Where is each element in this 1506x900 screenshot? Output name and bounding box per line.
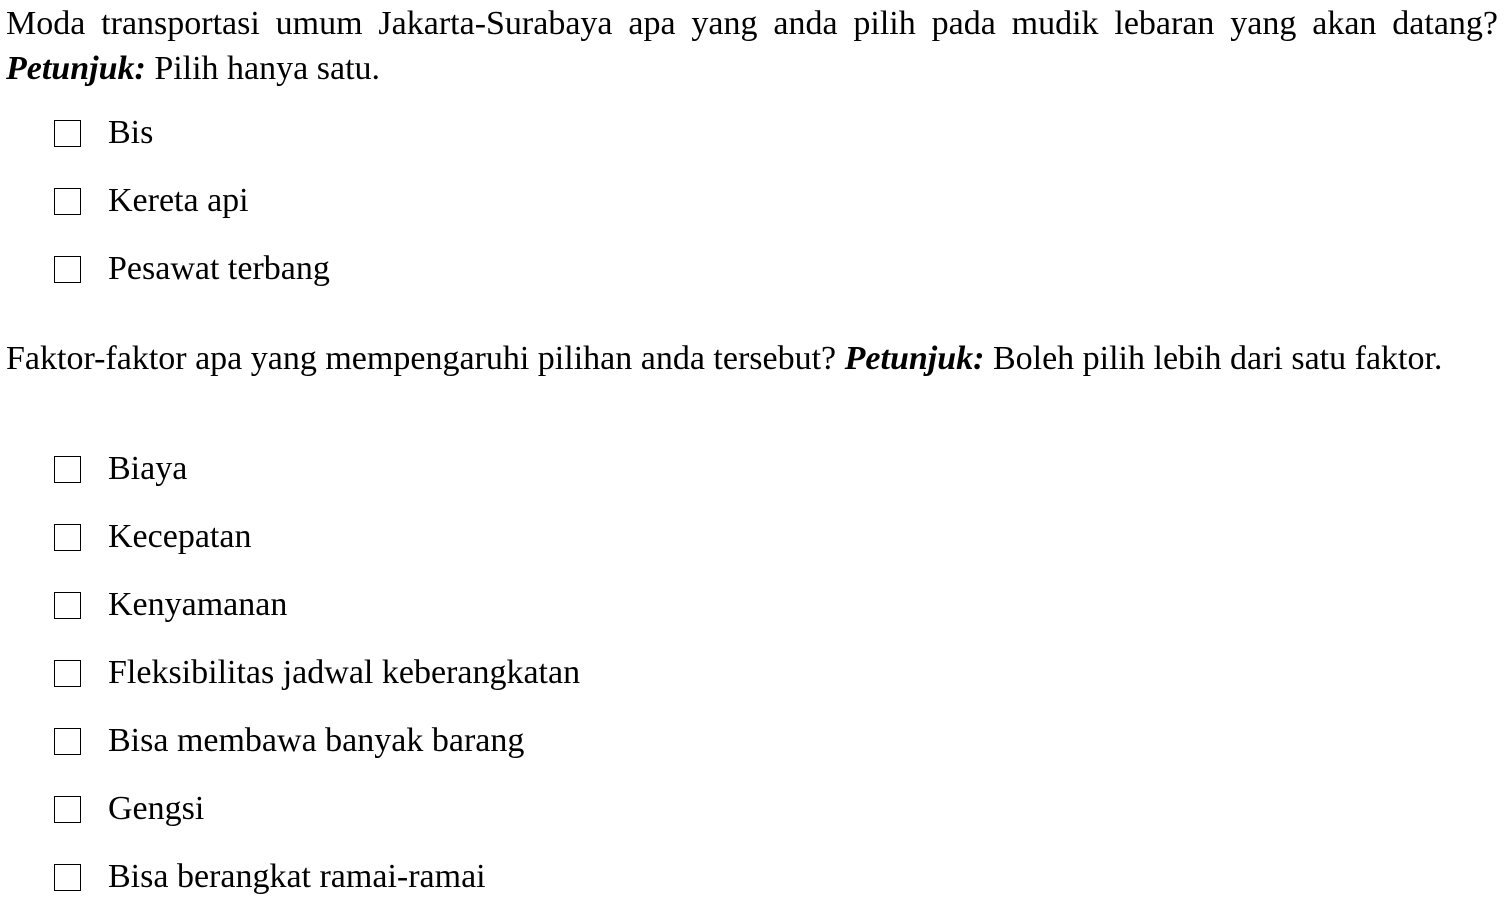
option-membawa-barang[interactable] <box>54 721 524 761</box>
checkbox[interactable] <box>54 864 81 891</box>
checkbox[interactable] <box>54 592 81 619</box>
option-label: Pesawat terbang <box>108 250 330 287</box>
option-kenyamanan[interactable] <box>54 585 287 625</box>
option-label: Biaya <box>108 450 188 487</box>
option-ramai-ramai[interactable] <box>54 857 486 897</box>
checkbox[interactable] <box>54 728 81 755</box>
option-label: Kereta api <box>108 182 249 219</box>
question-2-hint-text: Boleh pilih lebih dari satu faktor. <box>992 340 1443 377</box>
question-1-prompt: Moda transportasi umum Jakarta-Surabaya apa yang anda pilih pada mudik lebaran yang akan datang? <box>6 5 1498 42</box>
question-1-hint-label: Petunjuk: <box>6 50 146 87</box>
checkbox[interactable] <box>54 188 81 215</box>
option-fleksibilitas[interactable] <box>54 653 580 693</box>
question-1-hint-text: Pilih hanya satu. <box>154 50 381 87</box>
option-biaya[interactable] <box>54 449 187 489</box>
option-label: Kecepatan <box>108 518 252 555</box>
checkbox[interactable] <box>54 524 81 551</box>
checkbox[interactable] <box>54 256 81 283</box>
option-pesawat-terbang[interactable] <box>54 249 330 289</box>
option-label: Fleksibilitas jadwal keberangkatan <box>108 654 581 691</box>
option-label: Bis <box>108 114 154 151</box>
question-2-text <box>6 336 1498 381</box>
option-label: Kenyamanan <box>108 586 288 623</box>
option-kecepatan[interactable] <box>54 517 251 557</box>
checkbox[interactable] <box>54 456 81 483</box>
option-label: Gengsi <box>108 790 205 827</box>
option-bis[interactable] <box>54 113 153 153</box>
checkbox[interactable] <box>54 796 81 823</box>
question-2-hint-label: Petunjuk: <box>844 340 985 377</box>
checkbox[interactable] <box>54 660 81 687</box>
option-kereta-api[interactable] <box>54 181 249 221</box>
question-2-prompt: Faktor-faktor apa yang mempengaruhi pilihan anda tersebut? <box>6 340 837 377</box>
option-label: Bisa berangkat ramai-ramai <box>108 858 486 895</box>
question-1-text <box>6 1 1498 91</box>
option-gengsi[interactable] <box>54 789 204 829</box>
option-label: Bisa membawa banyak barang <box>108 722 525 759</box>
checkbox[interactable] <box>54 120 81 147</box>
